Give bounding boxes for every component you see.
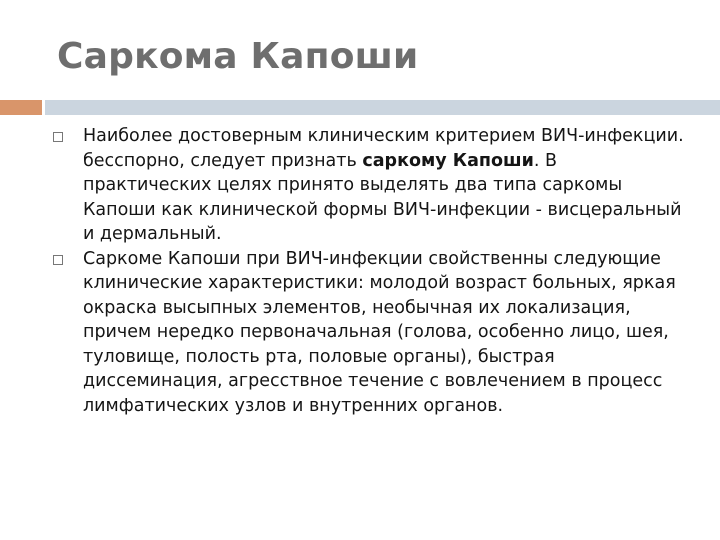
bullet-list (50, 124, 690, 418)
bullet-text-2 (83, 247, 690, 419)
slide-title: Саркома Капоши (57, 36, 419, 77)
bullet-item-2 (50, 247, 690, 419)
bullet-text-1-after: . В практических целях принято выделять два типа саркомы Капоши как клинической формы ВИЧ-инфекции - висцеральный и дермальный. (83, 150, 682, 244)
bullet-text-1 (83, 124, 690, 247)
bullet-text-1-before: Наиболее достоверным клиническим критерием ВИЧ-инфекции. бесспорно, следует признать (83, 126, 684, 171)
bullet-text-1-emphasis: саркому Капоши (362, 150, 534, 171)
accent-bar-orange (0, 100, 42, 115)
accent-bar-blue (45, 100, 720, 115)
bullet-item-1 (50, 124, 690, 247)
bullet-text-2-before: Саркоме Капоши при ВИЧ-инфекции свойственны следующие клинические характеристики: молодой возраст больных, яркая окраска высыпных элементов, необычная их локализация, причем нередко первоначальная (голова, особенно лицо, шея, туловище, полость рта, половые органы), быстрая диссеминация, агресствное течение с вовлечением в процесс лимфатических узлов и внутренних органов. (83, 248, 676, 416)
square-bullet-icon (53, 132, 63, 142)
square-bullet-icon (53, 255, 63, 265)
